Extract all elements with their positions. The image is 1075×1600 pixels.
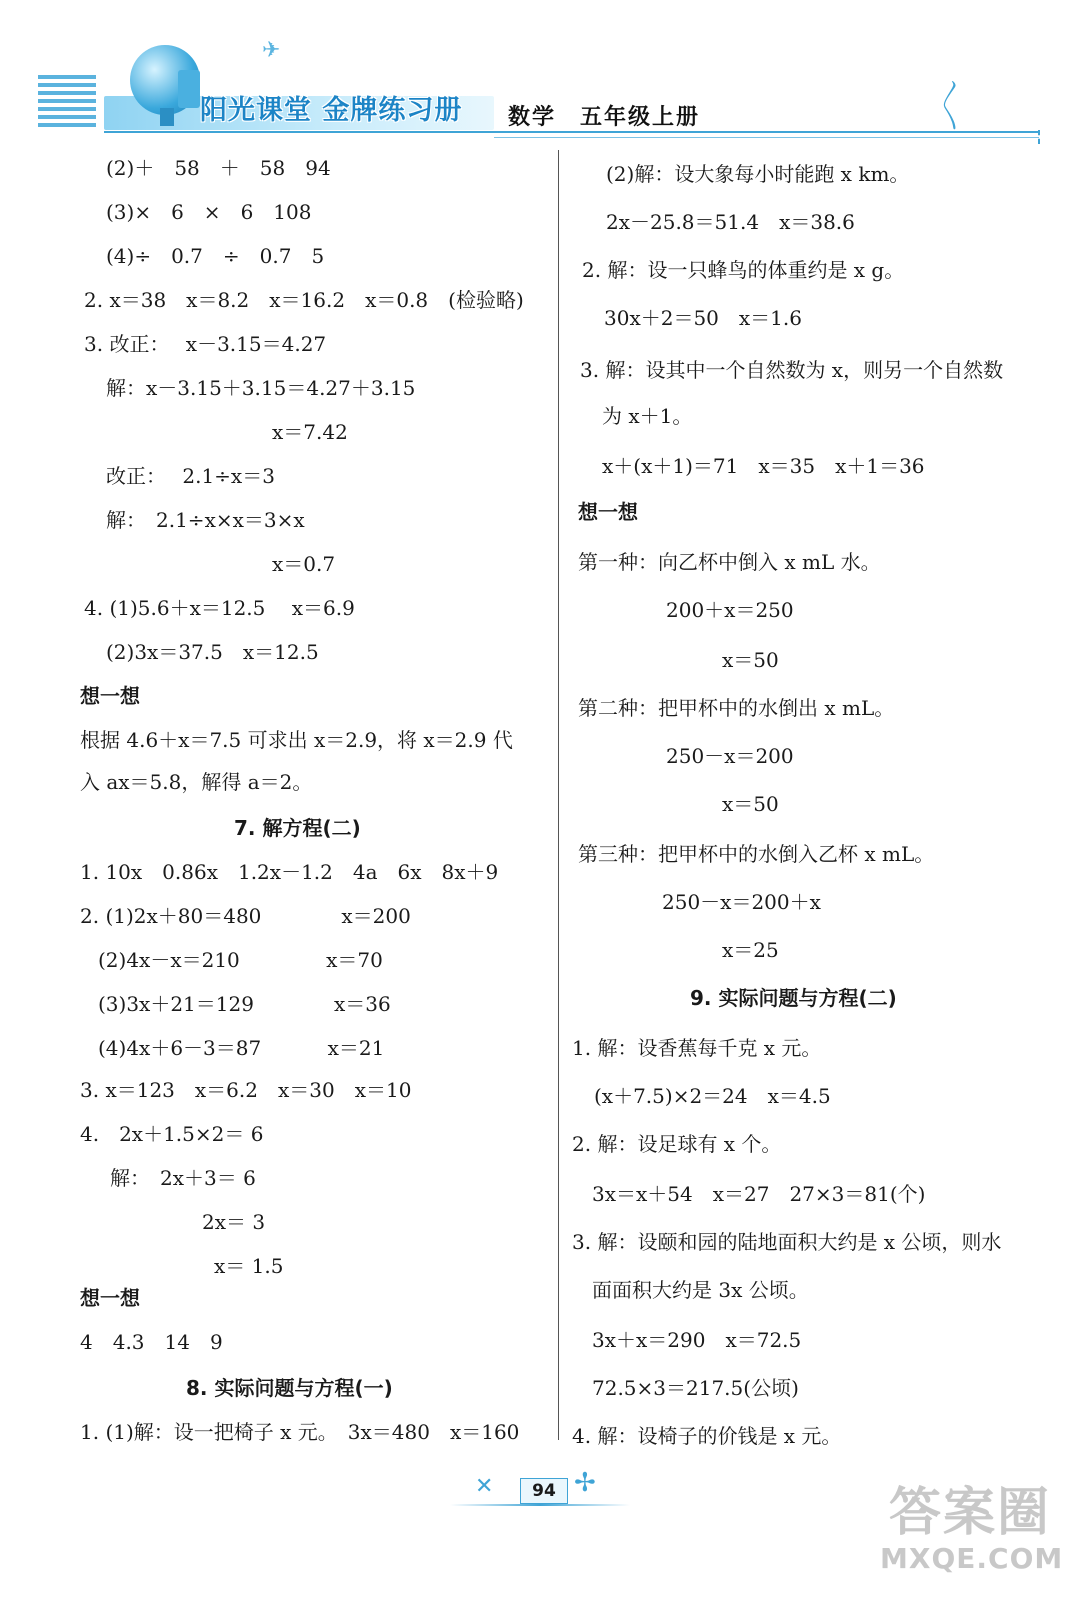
answer-line: 3x＋x＝290 x＝72.5 xyxy=(592,1328,802,1352)
answer-line: 解： 2.1÷x×x＝3×x xyxy=(106,508,305,532)
answer-line: 72.5×3＝217.5(公顷) xyxy=(592,1376,799,1400)
answer-line: 3. 改正： x－3.15＝4.27 xyxy=(84,332,327,356)
answer-line: 2x－25.8＝51.4 x＝38.6 xyxy=(606,210,855,234)
section-heading: 7. 解方程(二) xyxy=(234,816,361,840)
answer-line: (2)解：设大象每小时能跑 x km。 xyxy=(606,162,910,186)
page-number: 94 xyxy=(520,1478,568,1504)
answer-line: 200＋x＝250 xyxy=(666,598,794,622)
answer-line: x＝25 xyxy=(722,938,779,962)
header-rule-thin xyxy=(494,137,1039,138)
answer-line: (4)÷ 0.7 ÷ 0.7 5 xyxy=(106,244,325,268)
answer-line: 4. 解：设椅子的价钱是 x 元。 xyxy=(572,1424,842,1448)
subject-grade-title: 数学 五年级上册 xyxy=(508,105,701,130)
answer-line: 2. 解：设足球有 x 个。 xyxy=(572,1132,782,1156)
answer-line: 解：x－3.15＋3.15＝4.27＋3.15 xyxy=(106,376,416,400)
header-stripes-decoration xyxy=(38,75,96,127)
pinwheel-icon: ✢ xyxy=(574,1468,596,1498)
section-heading: 想一想 xyxy=(578,500,638,524)
answer-line: 3. 解：设其中一个自然数为 x，则另一个自然数 xyxy=(580,358,1004,382)
answer-line: 2. x＝38 x＝8.2 x＝16.2 x＝0.8 (检验略) xyxy=(84,288,524,312)
answer-line: x＝7.42 xyxy=(272,420,348,444)
answer-line: 4. 2x＋1.5×2＝ 6 xyxy=(80,1122,264,1146)
answer-line: 3. 解：设颐和园的陆地面积大约是 x 公顷，则水 xyxy=(572,1230,1002,1254)
answer-line: 4. (1)5.6＋x＝12.5 x＝6.9 xyxy=(84,596,355,620)
answer-line: 1. (1)解：设一把椅子 x 元。 3x＝480 x＝160 xyxy=(80,1420,520,1444)
answer-line: 面面积大约是 3x 公顷。 xyxy=(592,1278,809,1302)
answer-line: (3)3x＋21＝129 x＝36 xyxy=(98,992,391,1016)
answer-line: 2. 解：设一只蜂鸟的体重约是 x g。 xyxy=(582,258,905,282)
section-heading: 9. 实际问题与方程(二) xyxy=(690,986,897,1010)
answer-line: x＝ 1.5 xyxy=(214,1254,284,1278)
bird-icon: ✈ xyxy=(262,38,281,63)
answer-line: 2x＝ 3 xyxy=(202,1210,266,1234)
answer-line: 第二种：把甲杯中的水倒出 x mL。 xyxy=(578,696,895,720)
answer-line: 第一种：向乙杯中倒入 x mL 水。 xyxy=(578,550,881,574)
answer-line: (2)4x－x＝210 x＝70 xyxy=(98,948,383,972)
answer-line: 1. 10x 0.86x 1.2x－1.2 4a 6x 8x＋9 xyxy=(80,860,499,884)
answer-line: (2)3x＝37.5 x＝12.5 xyxy=(106,640,319,664)
fish-icon: ✕ xyxy=(475,1474,494,1499)
section-heading: 想一想 xyxy=(80,1286,140,1310)
watermark-text: 答案圈 xyxy=(888,1483,1051,1543)
header-rule-end xyxy=(1028,130,1040,144)
answer-line: 4 4.3 14 9 xyxy=(80,1330,223,1354)
section-heading: 8. 实际问题与方程(一) xyxy=(186,1376,393,1400)
answer-line: (2)＋ 58 ＋ 58 94 xyxy=(106,156,331,180)
brand-title: 阳光课堂 金牌练习册 xyxy=(200,95,463,126)
answer-line: 3x＝x＋54 x＝27 27×3＝81(个) xyxy=(592,1182,926,1206)
column-divider xyxy=(558,150,559,1440)
section-heading: 想一想 xyxy=(80,684,140,708)
birds-icon: 〳〵 xyxy=(938,92,965,122)
page-header xyxy=(0,0,1075,150)
answer-line: 250－x＝200＋x xyxy=(662,890,821,914)
answer-line: 250－x＝200 xyxy=(666,744,794,768)
globe-stand-icon xyxy=(160,108,174,126)
answer-line: x＝0.7 xyxy=(272,552,336,576)
answer-line: x＝50 xyxy=(722,648,779,672)
answer-line: (x＋7.5)×2＝24 x＝4.5 xyxy=(594,1084,831,1108)
header-rule xyxy=(104,131,1039,133)
watermark-url: MXQE.COM xyxy=(880,1542,1064,1575)
answer-line: 2. (1)2x＋80＝480 x＝200 xyxy=(80,904,411,928)
answer-line: (3)× 6 × 6 108 xyxy=(106,200,312,224)
answer-line: x＋(x＋1)＝71 x＝35 x＋1＝36 xyxy=(602,454,925,478)
answer-line: x＝50 xyxy=(722,792,779,816)
answer-line: 根据 4.6＋x＝7.5 可求出 x＝2.9，将 x＝2.9 代 xyxy=(80,728,513,752)
answer-line: 为 x＋1。 xyxy=(602,404,693,428)
stationery-icon xyxy=(178,70,200,108)
answer-line: 1. 解：设香蕉每千克 x 元。 xyxy=(572,1036,822,1060)
answer-line: 30x＋2＝50 x＝1.6 xyxy=(604,306,802,330)
watermark-logo xyxy=(880,1482,1064,1587)
answer-line: (4)4x＋6－3＝87 x＝21 xyxy=(98,1036,385,1060)
footer-rule xyxy=(450,1504,630,1506)
answer-line: 改正： 2.1÷x＝3 xyxy=(106,464,275,488)
answer-line: 解： 2x＋3＝ 6 xyxy=(110,1166,256,1190)
answer-line: 入 ax＝5.8，解得 a＝2。 xyxy=(80,770,313,794)
answer-line: 第三种：把甲杯中的水倒入乙杯 x mL。 xyxy=(578,842,935,866)
answer-line: 3. x＝123 x＝6.2 x＝30 x＝10 xyxy=(80,1078,412,1102)
